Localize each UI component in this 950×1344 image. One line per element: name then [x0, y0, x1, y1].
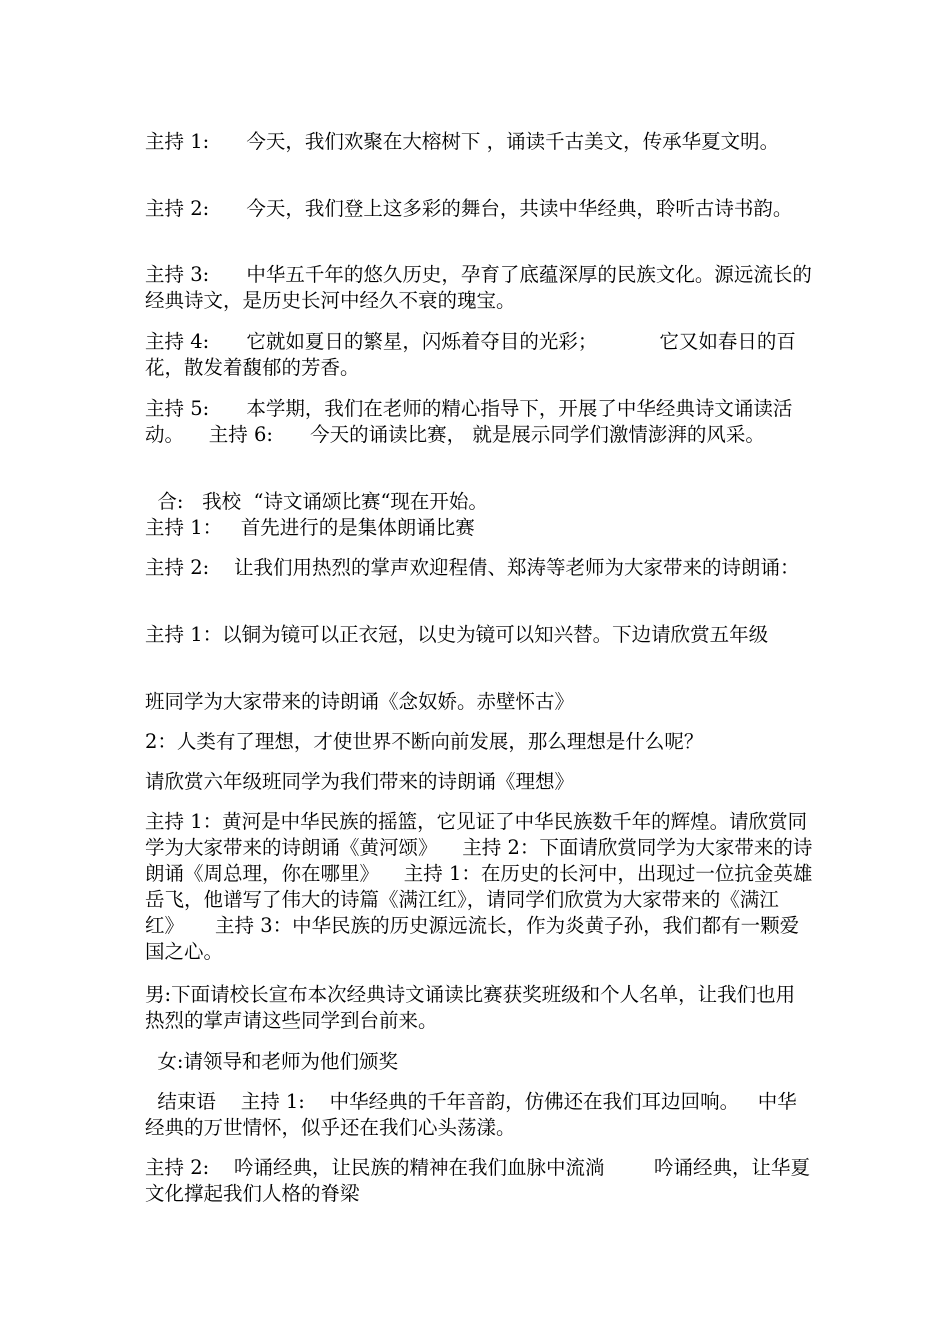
- paragraph-group-recital: 主持 1： 首先进行的是集体朗诵比赛: [145, 516, 475, 539]
- paragraph-grade6-poem: 请欣赏六年级班同学为我们带来的诗朗诵《理想》: [145, 770, 575, 793]
- paragraph-closing-host2: 主持 2: 吟诵经典，让民族的精神在我们血脉中流淌 吟诵经典，让华夏文化撑起我们人格的脊梁: [145, 1156, 811, 1205]
- paragraph-awards-announce: 男:下面请校长宣布本次经典诗文诵读比赛获奖班级和个人名单，让我们也用热烈的掌声请这些同学到台前来。: [145, 983, 796, 1032]
- paragraph-host2-intro: 主持 2: 今天，我们登上这多彩的舞台，共读中华经典，聆听古诗书韵。: [145, 197, 793, 220]
- paragraph-grade5-poem: 班同学为大家带来的诗朗诵《念奴娇。赤壁怀古》: [145, 690, 575, 713]
- paragraph-ideal-question: 2：人类有了理想，才使世界不断向前发展，那么理想是什么呢？: [145, 730, 704, 753]
- paragraph-host4-intro: 主持 4: 它就如夏日的繁星，闪烁着夺目的光彩； 它又如春日的百花，散发着馥郁的芳香。: [145, 330, 796, 379]
- paragraph-host3-intro: 主持 3: 中华五千年的悠久历史，孕育了底蕴深厚的民族文化。源远流长的经典诗文，是历史长河中经久不衰的瑰宝。: [145, 263, 812, 312]
- paragraph-chorus-open: 合: 我校 “诗文诵颂比赛“现在开始。: [145, 490, 488, 513]
- paragraph-host1-intro: 主持 1: 今天，我们欢聚在大榕树下 ，诵读千古美文，传承华夏文明。: [145, 130, 780, 153]
- paragraph-poem-sequence: 主持 1：黄河是中华民族的摇篮，它见证了中华民族数千年的辉煌。请欣赏同学为大家带来的诗朗诵《黄河颂》 主持 2：下面请欣赏同学为大家带来的诗朗诵《周总理，你在哪里》 主持 1：在历史的长河中，出现过一位抗金英雄岳飞，他谱写了伟大的诗篇《满江红》，请同学们欣赏为大家带来的《满江红》 主持 3：中华民族的历史源远流长，作为炎黄子孙，我们都有一颗爱国之心。: [145, 810, 813, 963]
- paragraph-teacher-recital: 主持 2: 让我们用热烈的掌声欢迎程倩、郑涛等老师为大家带来的诗朗诵：: [145, 556, 800, 579]
- paragraph-grade5-intro: 主持 1：以铜为镜可以正衣冠，以史为镜可以知兴替。下边请欣赏五年级: [145, 623, 769, 646]
- paragraph-closing-host1: 结束语 主持 1: 中华经典的千年音韵，仿佛还在我们耳边回响。 中华经典的万世情怀，似乎还在我们心头荡漾。: [145, 1090, 797, 1139]
- paragraph-awards-present: 女:请领导和老师为他们颁奖: [145, 1050, 398, 1073]
- paragraph-host5-6-intro: 主持 5: 本学期，我们在老师的精心指导下，开展了中华经典诗文诵读活动。 主持 6: 今天的诵读比赛， 就是展示同学们激情澎湃的风采。: [145, 397, 793, 446]
